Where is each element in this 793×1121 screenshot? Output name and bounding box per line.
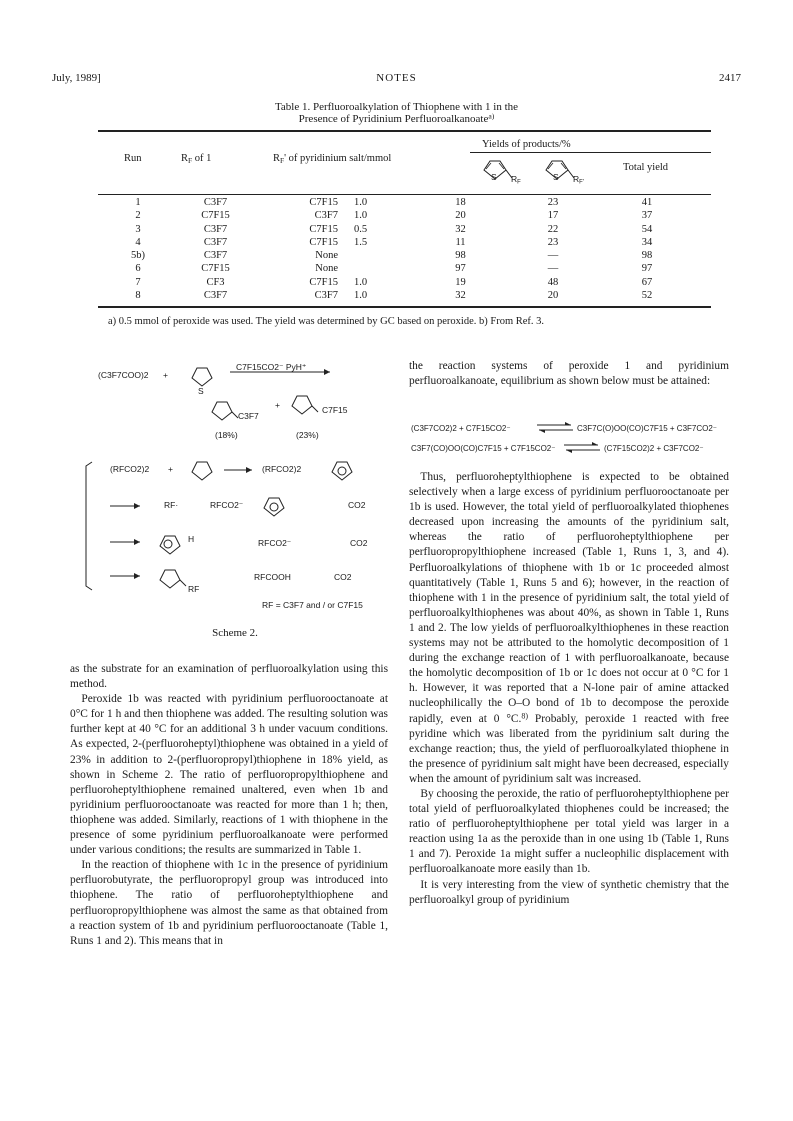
cell-total: 54	[641, 223, 653, 235]
cell-mmol: 0.5	[354, 223, 368, 235]
cell-rf: C3F7	[203, 197, 228, 208]
table-row	[98, 196, 711, 209]
cell-salt: C3F7	[314, 210, 338, 222]
cell-total: 52	[641, 290, 653, 302]
running-header-date: July, 1989]	[52, 72, 101, 84]
cell-total: 98	[641, 250, 653, 262]
cell-mmol	[338, 262, 398, 275]
cell-salt: C3F7	[314, 290, 338, 302]
cell-run: 3	[135, 223, 141, 235]
col-yields-header: Yields of products/%	[482, 139, 571, 150]
scheme-caption: Scheme 2.	[212, 627, 258, 639]
scheme-plus-1: +	[163, 370, 168, 380]
cell-run: 1	[135, 197, 141, 208]
cell-run: 2	[135, 210, 141, 222]
cell-y1: 20	[455, 210, 466, 222]
right-paragraph-3: It is very interesting from the view of synthetic chemistry that the perfluoroalkyl group of pyridinium	[409, 878, 729, 906]
scheme-step3-co2: CO2	[350, 538, 368, 548]
scheme-step1-product: (RFCO2)2	[262, 464, 302, 474]
table-row	[98, 289, 711, 302]
product2-s-label: S	[553, 172, 559, 182]
table-bottom-rule	[98, 306, 711, 308]
scheme-step2-co2: CO2	[348, 500, 366, 510]
page-number: 2417	[719, 72, 741, 84]
equilibrium-2-left: C3F7(CO)OO(CO)C7F15 + C7F15CO2⁻	[411, 444, 556, 453]
cell-salt: None	[315, 250, 338, 262]
col-salt-header: $R_F'$ of pyridinium salt/mmol	[273, 153, 392, 165]
cell-y2: 20	[547, 290, 559, 302]
thiophene-product1-icon	[484, 161, 512, 179]
scheme-step4-co2: CO2	[334, 572, 352, 582]
scheme-prod2-sub: C7F15	[322, 405, 348, 415]
col-total-header: Total yield	[623, 162, 669, 173]
left-paragraph-1: as the substrate for an examination of perfluoroalkylation using this method.	[70, 663, 388, 691]
table-row	[98, 276, 711, 289]
cell-salt: C7F15	[309, 276, 338, 288]
cell-rf: C7F15	[201, 210, 230, 222]
cell-mmol: 1.0	[354, 210, 368, 222]
thiophene-product2-icon	[546, 161, 574, 179]
left-paragraph-2: Peroxide 1b was reacted with pyridinium perfluorooctanoate at 0°C for 1 h and then thiophene was added. The resulting solution was further kept at 40 °C for an additional 3 h under vacuum conditions. As expected, 2-(perfluoroheptyl)thiophene was obtained in a yield of 23% in addition to 2-(perfluoropropyl)thiophene in 18% yield, as shown in Scheme 2. The ratio of perfluoropropylthiophene and perfluoroheptylthiophene remained unaltered, even when 1b and pyridinium perfluorooctanoate was reacted for more than 1 h; then, thiophene was added. Similarly, reactions of 1 with thiophene in the presence of some pyridinium perfluoroalkanoate were performed under various conditions; the results are summarized in Table 1.	[70, 693, 388, 857]
right-column-text	[409, 470, 729, 908]
cell-run: 8	[135, 290, 141, 302]
scheme-yield2: (23%)	[296, 430, 319, 440]
scheme-reagent-peroxide: (C3F7COO)2	[98, 370, 149, 380]
cell-y1: 19	[455, 276, 466, 288]
cell-run: 4	[135, 236, 141, 248]
cell-total: 41	[641, 197, 653, 208]
table-title-line2: Presence of Pyridinium Perfluoroalkanoate$^{a)}$	[298, 111, 495, 125]
cell-y1: 97	[455, 263, 466, 275]
cell-run: 5b)	[131, 250, 145, 262]
right-paragraph-2: By choosing the peroxide, the ratio of perfluoroheptylthiophene per total yield of perfluoroalkylated thiophenes could be increased; the ratio of perfluoroheptylthiophene per total yield was larger in a reaction using 1a as the peroxide than in one using 1b (Table 1, Runs 1 and 7). Peroxide 1a might suffer a nucleophilic displacement with perfluoroalkanoate more easily than 1b.	[409, 787, 729, 876]
scheme-arrow-label: C7F15CO2⁻ PyH⁺	[236, 362, 307, 372]
cell-y2: 23	[547, 236, 559, 248]
product1-s-label: S	[491, 172, 497, 182]
scheme-step4-rf: RF	[188, 584, 200, 594]
cell-rf: C3F7	[203, 236, 228, 248]
cell-y1: 98	[455, 250, 466, 262]
equilibrium-1-left: (C3F7CO2)2 + C7F15CO2⁻	[411, 424, 511, 433]
scheme-step2-anion: RFCO2⁻	[210, 500, 244, 510]
cell-total: 67	[641, 276, 653, 288]
table-row	[98, 249, 711, 262]
cell-y2: —	[547, 263, 559, 275]
running-header-section: NOTES	[376, 72, 417, 84]
scheme-step1-reagent: (RFCO2)2	[110, 464, 150, 474]
scheme-step1-plus: +	[168, 464, 173, 474]
scheme-step3-h: H	[188, 534, 195, 544]
right-intro-paragraph: the reaction systems of peroxide 1 and pyridinium perfluoroalkanoate, equilibrium as shown below must be attained:	[409, 360, 729, 388]
product1-rf-label: $R_F$	[511, 174, 521, 186]
cell-y1: 11	[455, 236, 466, 248]
cell-rf: C7F15	[201, 263, 230, 275]
table-row	[98, 209, 711, 222]
cell-y2: —	[547, 250, 559, 262]
left-paragraph-3: In the reaction of thiophene with 1c in the presence of pyridinium perfluorobutyrate, the perfluoropropyl group was introduced into thiophene. The ratio of perfluoroheptylthiophene and perfluoropropylthiophene was almost the same as that obtained from a reaction system of 1b and pyridinium perfluorooctanoate (Table 1, Runs 1 and 2). This means that in	[70, 859, 388, 947]
cell-total: 97	[641, 263, 653, 275]
col-rf-header: $R_F$ of 1	[181, 153, 212, 165]
table-row	[98, 236, 711, 249]
scheme-yield1: (18%)	[215, 430, 238, 440]
table-row	[98, 223, 711, 236]
cell-rf: C3F7	[203, 290, 228, 302]
cell-y2: 48	[547, 276, 559, 288]
left-column-text	[70, 662, 388, 949]
scheme-rf-definition: RF = C3F7 and / or C7F15	[262, 600, 363, 610]
cell-salt: C7F15	[309, 197, 338, 208]
cell-salt: C7F15	[309, 236, 338, 248]
cell-y1: 18	[455, 197, 466, 208]
table-row	[98, 262, 711, 275]
scheme-plus-2: +	[275, 400, 280, 410]
cell-run: 7	[135, 276, 141, 288]
cell-rf: C3F7	[203, 223, 228, 235]
table-title-line1: Table 1. Perfluoroalkylation of Thiophene with 1 in the	[274, 101, 519, 113]
equilibrium-2-right: (C7F15CO2)2 + C3F7CO2⁻	[604, 444, 704, 453]
scheme-step4-acid: RFCOOH	[254, 572, 291, 582]
cell-y2: 23	[547, 197, 559, 208]
cell-salt: C7F15	[309, 223, 338, 235]
table-top-rule	[98, 130, 711, 132]
cell-mmol: 1.0	[354, 290, 368, 302]
equilibrium-arrow-1	[535, 421, 575, 435]
product2-rf-label: $R_{F'}$	[573, 174, 584, 186]
table-footnote: a) 0.5 mmol of peroxide was used. The yield was determined by GC based on peroxide. b) From Ref. 3.	[108, 316, 545, 327]
equilibrium-arrow-2	[562, 441, 602, 455]
yields-table	[98, 196, 711, 302]
cell-y2: 22	[547, 223, 559, 235]
cell-y1: 32	[455, 290, 466, 302]
cell-rf: C3F7	[203, 250, 228, 262]
table-header-rule	[98, 194, 711, 195]
cell-run: 6	[135, 263, 141, 275]
cell-mmol: 1.0	[354, 197, 368, 208]
equilibrium-1-right: C3F7C(O)OO(CO)C7F15 + C3F7CO2⁻	[577, 424, 718, 433]
cell-mmol	[338, 249, 398, 262]
cell-total: 37	[641, 210, 653, 222]
col-run-header: Run	[124, 153, 142, 164]
cell-y2: 17	[547, 210, 559, 222]
scheme-s-label: S	[198, 386, 204, 396]
cell-rf: CF3	[206, 276, 225, 288]
scheme-step3-anion: RFCO2⁻	[258, 538, 292, 548]
right-column-intro	[409, 359, 729, 389]
cell-mmol: 1.5	[354, 236, 368, 248]
scheme-step2-radical: RF·	[164, 500, 179, 510]
cell-total: 34	[641, 236, 653, 248]
right-paragraph-1: Thus, perfluoroheptylthiophene is expected to be obtained selectively when a large excess of pyridinium perfluorooctanoate per 1b is used. However, the total yield of perfluoroalkylated thiophenes decreased upon increasing the amounts of the pyridinium salt, whereas the ratio of perfluoroheptylthiophene per perfluoropropylthiophene increased (Table 1, Runs 1, 3, and 4). Perfluoroalkylations of thiophene with 1b or 1c proceeded almost quantitatively (Table 1, Runs 5 and 6); however, in the reaction of thiophene with 1 in the presence of pyridinium salt, the total yield of perfluoroalkylthiophenes was about 40%, as shown in Table 1, Runs 1 and 2. The low yields of perfluoroalkylthiophenes in these reaction systems may not be attributed to the homolytic decomposition of 1 during the exchange reaction of 1 with perfluoroalkanoate, because the homolytic decomposition of 1b or 1c does not occur at 0 °C for 1 h. However, it was reported that a N-lone pair of amine attacked nucleophilically the O–O bond of 1b to decompose the peroxide rapidly, even at 0 °C.$^{8)}$ Probably, peroxide 1 reacted with free pyridine which was liberated from the pyridinium salt during the exchange reaction; thus, the yield of perfluoroalkylated thiophene in the presence of pyridinium salt might have been decreased, especially when the amount of pyridinium salt was increased.	[409, 471, 729, 785]
cell-salt: None	[315, 263, 338, 275]
scheme-prod1-sub: C3F7	[238, 411, 259, 421]
cell-mmol: 1.0	[354, 276, 368, 288]
cell-y1: 32	[455, 223, 466, 235]
